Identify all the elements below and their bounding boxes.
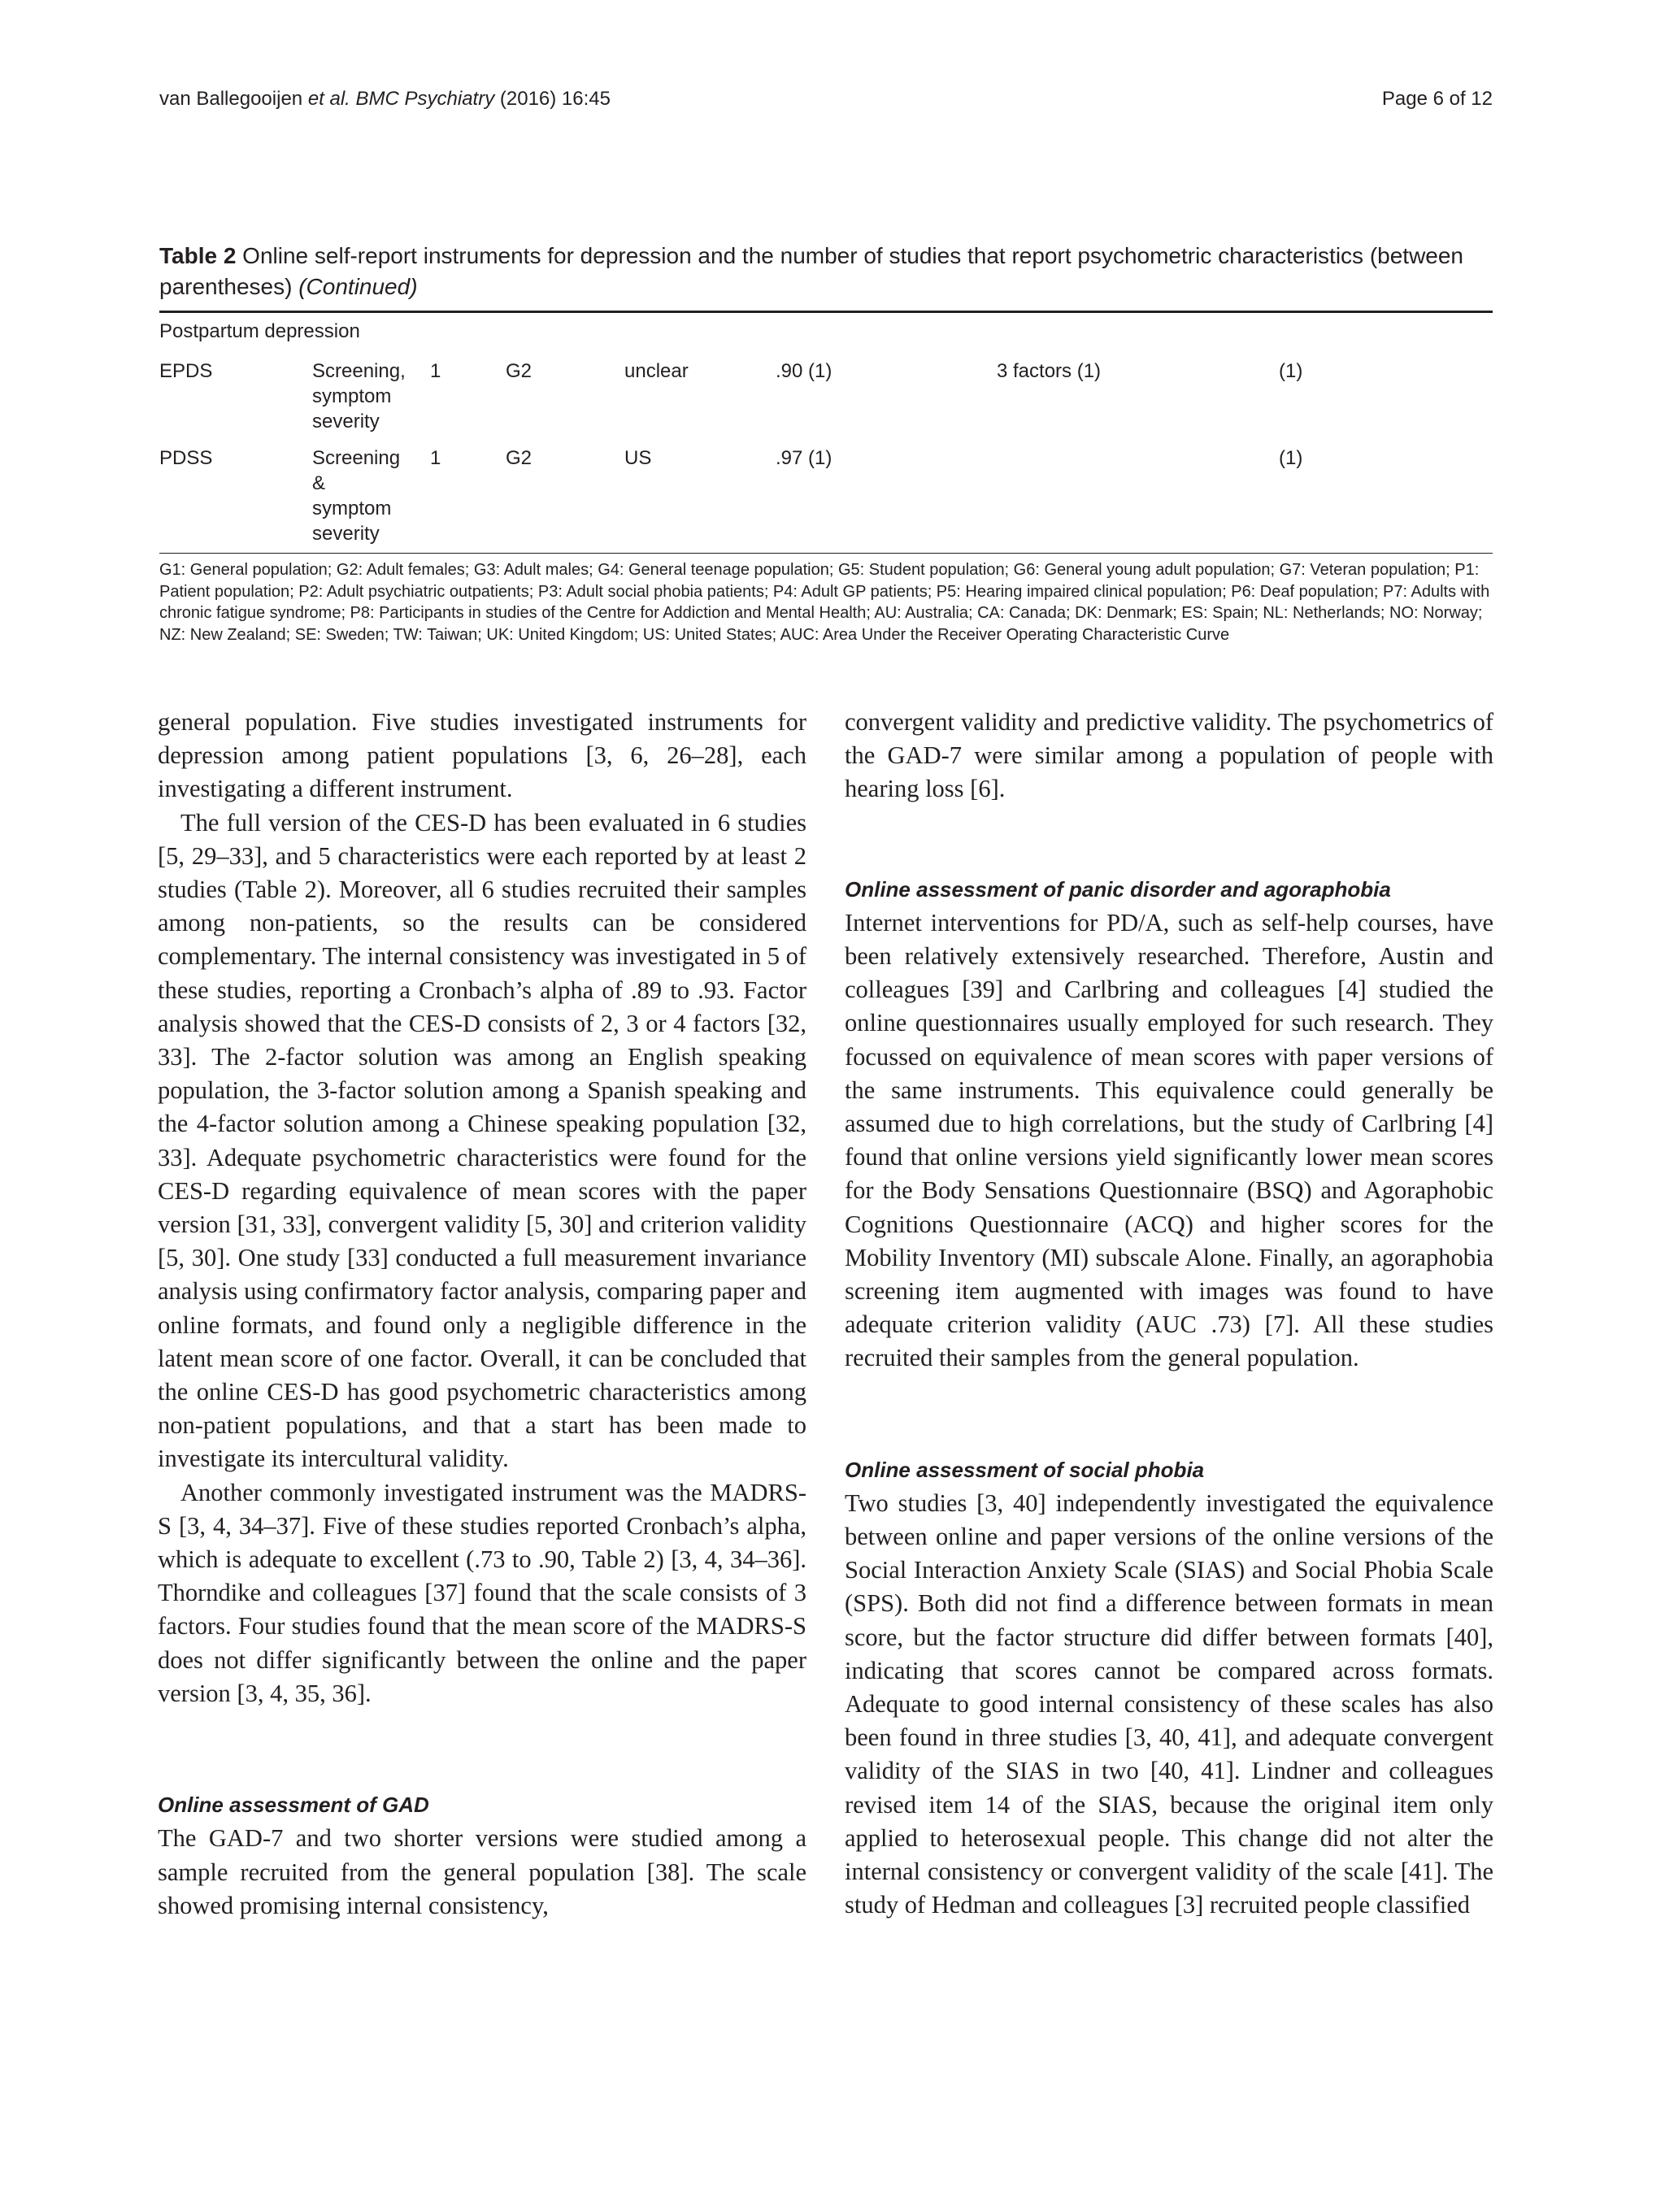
table-section-label: Postpartum depression — [159, 320, 360, 342]
body-paragraph: The full version of the CES-D has been evaluated in 6 studies [5, 29–33], and 5 characteristics were each reported by at least 2 studies (Table 2). Moreover, all 6 studies recruited their samples among non-patients, so the results can be considered complementary. The internal consistency was investigated in 5 of these studies, reporting a Cronbach’s alpha of .89 to .93. Factor analysis showed that the CES-D consists of 2, 3 or 4 factors [32, 33]. The 2-factor solution was among an English speaking population, the 3-factor solution among a Spanish speaking and the 4-factor solution among a Chinese speaking population [32, 33]. Adequate psychometric characteristics were found for the CES-D regarding equivalence of mean scores with the paper version [31, 33], convergent validity [5, 30] and criterion validity [5, 30]. One study [33] conducted a full measurement invariance analysis using confirmatory factor analysis, comparing paper and online formats, and found only a negligible difference in the latent mean score of one factor. Overall, it can be concluded that the online CES-D has good psychometric characteristics among non-patient populations, and that a start has been made to investigate its intercultural validity. — [158, 808, 806, 1473]
alpha-cell: .90 (1) — [776, 360, 832, 382]
country-cell: unclear — [624, 360, 689, 382]
purpose-line: severity — [312, 411, 380, 432]
table-top-rule — [159, 311, 1493, 313]
purpose-line: Screening — [312, 447, 401, 469]
purpose-line: symptom — [312, 385, 392, 407]
other-cell: (1) — [1279, 447, 1303, 469]
purpose-line: symptom — [312, 498, 392, 519]
purpose-line: & — [312, 472, 326, 494]
body-paragraph: Internet interventions for PD/A, such as self-help courses, have been relatively extensively researched. Therefore, Austin and colleagues [39] and Carlbring and colleagues [4] studied the online questionnaires usually employed for such research. They focussed on equivalence of mean scores with paper versions of the same instruments. This equivalence could generally be assumed due to high correlations, but the study of Carlbring [4] found that online versions yield significantly lower mean scores for the Body Sensations Questionnaire (BSQ) and Agoraphobic Cognitions Questionnaire (ACQ) and higher scores for the Mobility Inventory (MI) subscale Alone. Finally, an agoraphobia screening item augmented with images was found to have adequate criterion validity (AUC .73) [7]. All these studies recruited their samples from the general population. — [845, 908, 1493, 1372]
table-caption — [159, 241, 1493, 302]
running-head-citation — [159, 88, 611, 111]
purpose-cell — [312, 445, 408, 546]
page-number: Page 6 of 12 — [1381, 88, 1493, 110]
body-paragraph: Two studies [3, 40] independently investigated the equivalence between online and paper versions of the online versions of the Social Interaction Anxiety Scale (SIAS) and Social Phobia Scale (SPS). Both did not find a difference between formats in mean score, but the factor structure did differ between formats [40], indicating that scores cannot be compared across formats. Adequate to good internal consistency of these scales has also been found in three studies [3, 40, 41], and adequate convergent validity of the SIAS in two [40, 41]. Lindner and colleagues revised item 14 of the SIAS, because the original item only applied to heterosexual people. This change did not alter the internal consistency or convergent validity of the scale [41]. The study of Hedman and colleagues [3] recruited people classified — [845, 1488, 1493, 1919]
factor-cell: 3 factors (1) — [997, 360, 1102, 382]
section-spacer — [158, 1710, 806, 1788]
table-footnote: G1: General population; G2: Adult females; G3: Adult males; G4: General teenage population; G5: Student population; G6: General young adult population; G7: Veteran population; P1: Patient population; P2: Adult psychiatric outpatients; P3: Adult social phobia patients; P4: Adult GP patients; P5: Hearing impaired clinical population; P6: Deaf population; P7: Adults with chronic fatigue syndrome; P8: Participants in studies of the Centre for Addiction and Mental Health; AU: Australia; CA: Canada; DK: Denmark; ES: Spain; NL: Netherlands; NO: Norway; NZ: New Zealand; SE: Sweden; TW: Taiwan; UK: United Kingdom; US: United States; AUC: Area Under the Receiver Operating Characteristic Curve — [159, 561, 1490, 644]
section-heading-panic: Online assessment of panic disorder and agoraphobia — [845, 876, 1391, 902]
purpose-line: Screening, — [312, 360, 406, 382]
section-spacer — [845, 806, 1493, 873]
running-head-etal: et al. — [307, 88, 350, 110]
instrument-cell: PDSS — [159, 447, 213, 469]
study-count-cell: 1 — [430, 447, 441, 469]
purpose-line: severity — [312, 523, 380, 545]
body-paragraph: general population. Five studies investigated instruments for depression among patient populations [3, 6, 26–28], each investigating a different instrument. — [158, 708, 806, 803]
running-head-authors: van Ballegooijen — [159, 88, 308, 110]
body-paragraph: The GAD-7 and two shorter versions were studied among a sample recruited from the general population [38]. The scale showed promising internal consistency, — [158, 1824, 806, 1919]
instrument-cell: EPDS — [159, 360, 213, 382]
table-caption-text: Online self-report instruments for depression and the number of studies that report psychometric characteristics (between parentheses) — [159, 243, 1463, 299]
table-body — [159, 319, 1493, 550]
table-bottom-rule — [159, 553, 1493, 554]
running-head — [159, 88, 1493, 117]
section-heading-gad: Online assessment of GAD — [158, 1793, 429, 1818]
population-cell: G2 — [506, 360, 533, 382]
left-column — [158, 706, 806, 1923]
body-paragraph: Another commonly investigated instrument was the MADRS-S [3, 4, 34–37]. Five of these studies reported Cronbach’s alpha, which is adequate to excellent (.73 to .90, Table 2) [3, 4, 34–36]. Thorndike and colleagues [37] found that the scale consists of 3 factors. Four studies found that the mean score of the MADRS-S does not differ significantly between the online and the paper version [3, 4, 35, 36]. — [158, 1478, 806, 1707]
other-cell: (1) — [1279, 360, 1303, 382]
table-caption-continued: (Continued) — [298, 274, 418, 299]
country-cell: US — [624, 447, 652, 469]
alpha-cell: .97 (1) — [776, 447, 832, 469]
section-spacer — [845, 1375, 1493, 1454]
table-caption-label: Table 2 — [159, 243, 237, 268]
purpose-cell — [312, 359, 408, 434]
running-head-journal: BMC Psychiatry — [350, 88, 495, 110]
study-count-cell: 1 — [430, 360, 441, 382]
running-head-volume: (2016) 16:45 — [494, 88, 611, 110]
right-column — [845, 706, 1493, 1923]
body-paragraph: convergent validity and predictive validity. The psychometrics of the GAD-7 were similar among a population of people with hearing loss [6]. — [845, 708, 1493, 803]
population-cell: G2 — [506, 447, 533, 469]
section-heading-social: Online assessment of social phobia — [845, 1457, 1205, 1482]
